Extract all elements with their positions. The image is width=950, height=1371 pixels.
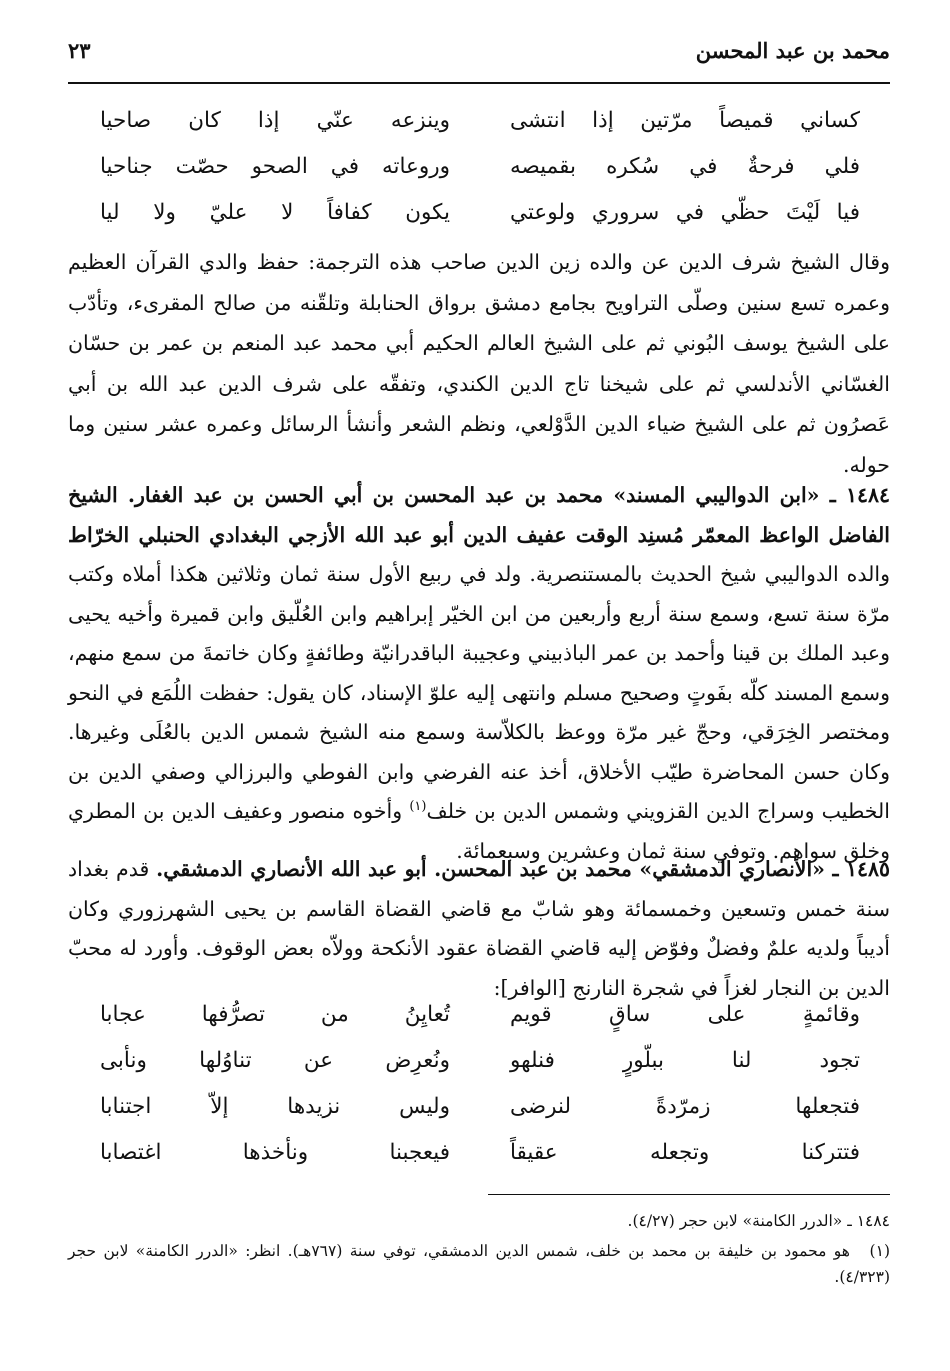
- poem-verse: [100, 200, 860, 240]
- footnote-reference: (١): [409, 799, 427, 815]
- header-rule: [68, 82, 890, 84]
- poem-verse: [100, 154, 860, 194]
- verse-first-hemistich: كساني قميصاً مرّتين إذا انتشى: [510, 108, 860, 133]
- entry-text: قدم بغداد سنة خمس وتسعين وخمسمائة وهو شابّ مع قاضي القضاة القاسم بن يحيى الشهرزوري وكان أديباً ولديه علمٌ وفضلٌ وفوّض إليه قاضي القضاة عقود الأنكحة وولاّه بعض الوقوف. وأورد له محبّ الدين بن النجار لغزاً في شجرة النارنج [الوافر]:: [68, 857, 890, 1000]
- footnote-1: [68, 1238, 890, 1290]
- verse-second-hemistich: فيعجبنا ونأخذها اغتصابا: [100, 1140, 450, 1165]
- footnote-text: هو محمود بن خليفة بن محمد بن خلف، شمس الدين الدمشقي، توفي سنة (٧٦٧هـ). انظر: «الدرر الكامنة» لابن حجر (٤/٣٢٣).: [68, 1242, 890, 1286]
- verse-second-hemistich: يكون كفافاً لا عليّ ولا ليا: [100, 200, 450, 225]
- footnote-source: ١٤٨٤ ـ «الدرر الكامنة» لابن حجر (٤/٢٧).: [627, 1212, 890, 1230]
- running-title: محمد بن عبد المحسن: [695, 38, 890, 63]
- entry-1484: [68, 476, 890, 871]
- entry-text-continued: وأخوه منصور وعفيف الدين بن المطري وخلق سواهم. وتوفي سنة ثمان وعشرين وسبعمائة.: [68, 799, 890, 863]
- verse-first-hemistich: فتجعلها زمرّدةً لنرضى: [510, 1094, 860, 1119]
- verse-second-hemistich: تُعايِنُ من تصرُّفها عجابا: [100, 1002, 450, 1027]
- verse-second-hemistich: وينزعه عنّي إذا كان صاحيا: [100, 108, 450, 133]
- entry-heading: ١٤٨٤ ـ «ابن الدواليبي المسند» محمد بن عبد المحسن بن أبي الحسن بن عبد الغفار. الشيخ الفاضل الواعظ المعمّر مُسنِد الوقت عفيف الدين أبو عبد الله الأزجي البغدادي الحنبلي الخرّاط: [68, 483, 890, 547]
- entry-text: والده الدواليبي شيخ الحديث بالمستنصرية. ولد في ربيع الأول سنة ثمان وثلاثين هكذا أملاه وكتب مرّة سنة تسع، وسمع سنة أربع وأربعين من ابن الخيّر إبراهيم وابن العُلّيق وابن قميرة وأخيه يحيى وعبد الملك بن قينا وأحمد بن عمر الباذبيني وعجيبة الباقدرانيّة وطائفةٍ وكان خاتمةَ من سمع منهم، وسمع المسند كلّه بفَوتٍ وصحيح مسلم وانتهى إليه علوّ الإسناد، كان يقول: حفظت اللُمَع في النحو ومختصر الخِرَقي، وحجّ غير مرّة ووعظ بالكلاّسة وسمع منه الشيخ شمس الدين بالعُلَى وغيرها. وكان حسن المحاضرة طيّب الأخلاق، أخذ عنه الفرضي وابن الفوطي والبرزالي وصفي الدين بن الخطيب وسراج الدين القزويني وشمس الدين بن خلف: [68, 562, 890, 823]
- entry-heading: ١٤٨٥ ـ «الأنصاري الدمشقي» محمد بن عبد المحسن. أبو عبد الله الأنصاري الدمشقي.: [156, 857, 890, 881]
- poem-verse: [100, 1140, 860, 1180]
- verse-second-hemistich: وليس نزيدها إلاّ اجتنابا: [100, 1094, 450, 1119]
- verse-second-hemistich: ونُعرِض عن تناوُلها ونأبى: [100, 1048, 450, 1073]
- verse-first-hemistich: وقائمةٍ على ساقٍ قويم: [510, 1002, 860, 1027]
- verse-first-hemistich: فتتركنا وتجعله عقيقاً: [510, 1140, 860, 1165]
- poem-verse: [100, 1048, 860, 1088]
- page-header: [68, 38, 890, 72]
- footnote-marker: (١): [869, 1242, 890, 1260]
- footnote-rule: [488, 1194, 890, 1195]
- verse-first-hemistich: تجود لنا ببلّورٍ فنلهو: [510, 1048, 860, 1073]
- verse-first-hemistich: فلي فرحةٌ في سُكره بقميصه: [510, 154, 860, 179]
- poem-verse: [100, 1002, 860, 1042]
- verse-first-hemistich: فيا لَيْتَ حظّي في سروري ولوعتي: [510, 200, 860, 225]
- entry-1485: [68, 850, 890, 1008]
- body-paragraph: وقال الشيخ شرف الدين عن والده زين الدين صاحب هذه الترجمة: حفظ والدي القرآن العظيم وعمره تسع سنين وصلّى التراويح بجامع دمشق برواق الحنابلة وتلقّنه من صالح المقرىء، وتأدّب على الشيخ يوسف البُوني ثم على الشيخ العالم الحكيم أبي محمد عبد المنعم بن عمر بن حسّان الغسّاني الأندلسي ثم على شيخنا تاج الدين الكندي، وتفقّه على شرف الدين عبد الله بن أبي عَصرُون ثم على الشيخ ضياء الدين الدَّوْلعي، ونظم الشعر وأنشأ الرسائل وعمره عشر سنين وما حوله.: [68, 250, 890, 477]
- verse-second-hemistich: وروعاته في الصحو حصّت جناحيا: [100, 154, 450, 179]
- page-number: ٢٣: [68, 38, 91, 63]
- poem-verse: [100, 1094, 860, 1134]
- poem-verse: [100, 108, 860, 148]
